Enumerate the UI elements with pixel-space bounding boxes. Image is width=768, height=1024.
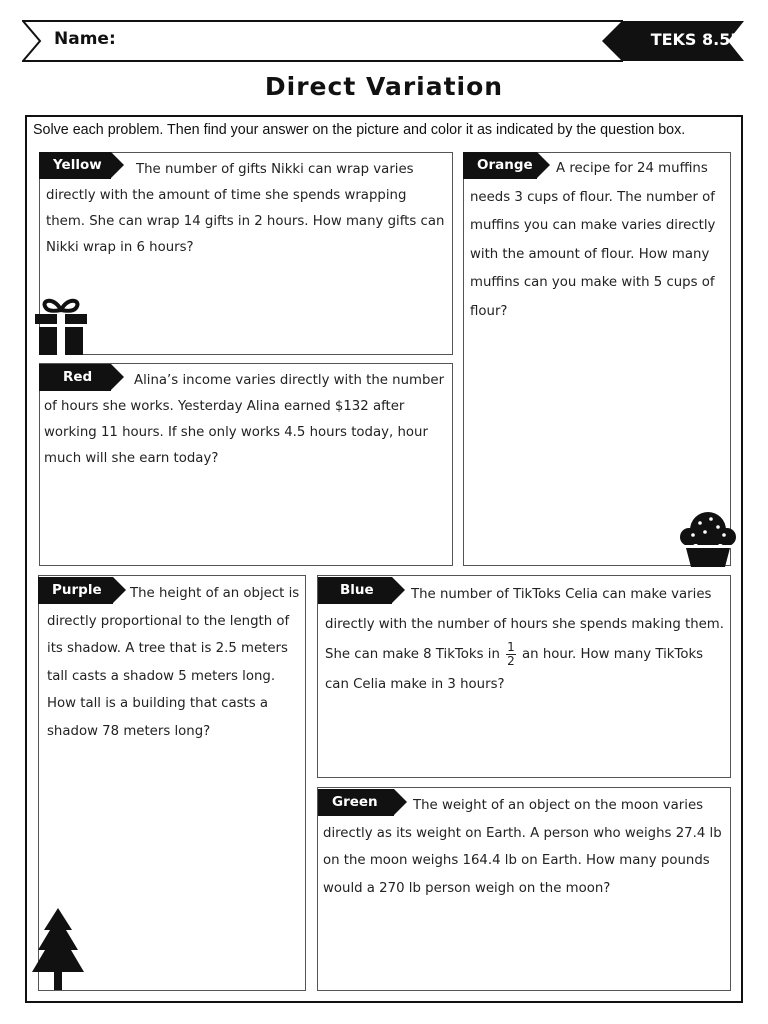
fraction-denominator: 2 xyxy=(507,653,515,668)
instructions: Solve each problem. Then find your answer on the picture and color it as indicated by the question box. xyxy=(33,122,686,138)
color-tag-yellow: Yellow xyxy=(39,152,111,179)
problem-text-red: Alina’s income varies directly with the number of hours she works. Yesterday Alina earned $132 after working 11 hours. If she only works 4.5 hours today, hour much will she earn today? xyxy=(44,373,445,466)
tree-icon xyxy=(30,906,86,990)
color-tag-blue: Blue xyxy=(318,577,392,604)
name-field-label: Name: xyxy=(54,29,116,49)
problem-text-purple: The height of an object is directly proportional to the length of its shadow. A tree that is 2.5 meters tall casts a shadow 5 meters long. How tall is a building that casts a shadow 78 meters long? xyxy=(47,586,300,739)
color-tag-green: Green xyxy=(318,789,394,816)
problem-text-blue-part1: The number of TikToks Celia can make varies directly with the number of hours she spends making them. She can make 8 TikToks in xyxy=(325,587,724,662)
muffin-icon xyxy=(678,510,738,568)
page-title: Direct Variation xyxy=(264,72,504,101)
problem-text-blue-part2: an hour. How many TikToks can Celia make in 3 hours? xyxy=(325,647,704,692)
color-tag-purple: Purple xyxy=(38,577,113,604)
problem-text-blue xyxy=(325,580,725,700)
color-tag-orange: Orange xyxy=(463,152,537,179)
fraction-numerator: 1 xyxy=(507,639,515,654)
one-half-fraction xyxy=(506,641,516,668)
standard-badge: TEKS 8.5E xyxy=(650,30,742,49)
color-tag-red: Red xyxy=(39,364,111,391)
name-banner xyxy=(22,20,742,60)
name-banner-shape xyxy=(22,20,746,62)
problem-text-orange: A recipe for 24 muffins needs 3 cups of flour. The number of muffins you can make varies directly with the amount of flour. How many muffins can you make with 5 cups of flour? xyxy=(470,161,716,319)
problem-text-yellow: The number of gifts Nikki can wrap varies directly with the amount of time she spends wrapping them. She can wrap 14 gifts in 2 hours. How many gifts can Nikki wrap in 6 hours? xyxy=(46,162,445,255)
gift-icon xyxy=(34,294,88,356)
problem-text-green: The weight of an object on the moon varies directly as its weight on Earth. A person who weighs 27.4 lb on the moon weighs 164.4 lb on Earth. How many pounds would a 270 lb person weigh on the moon? xyxy=(323,798,722,896)
